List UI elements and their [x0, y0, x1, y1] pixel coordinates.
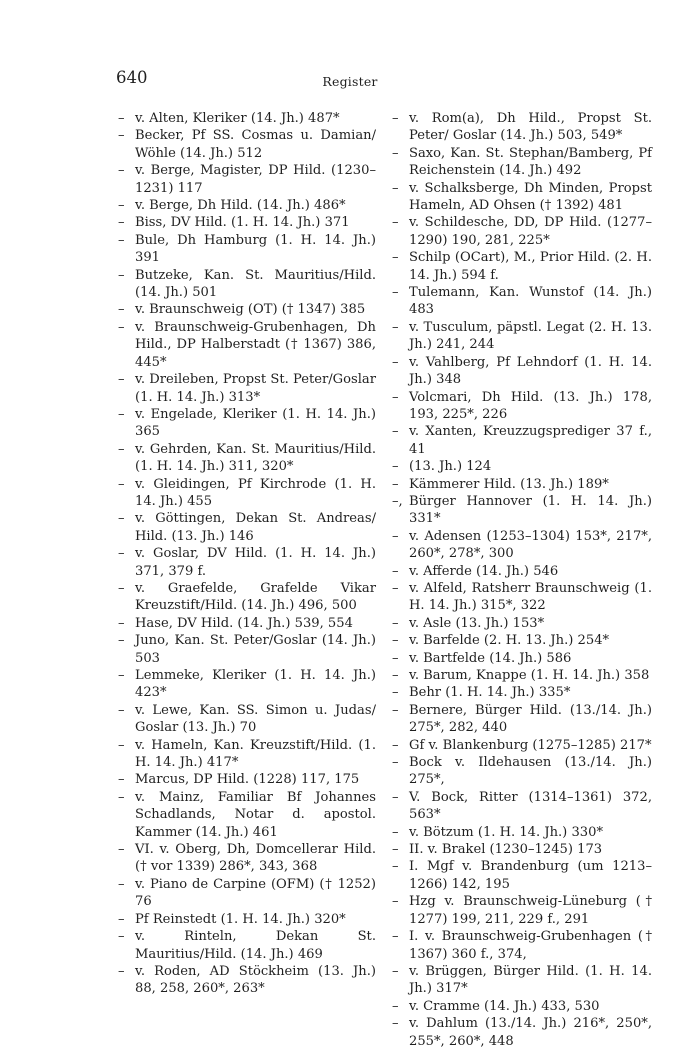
entry-dash: – — [392, 145, 399, 161]
entry-dash: – — [118, 633, 125, 649]
entry-text: v. Tusculum, päpstl. Legat (2. H. 13. Jh.) 241, 244 — [409, 319, 652, 353]
entry-text: v. Berge, Magister, DP Hild. (1230–1231) 117 — [135, 163, 376, 196]
entry-dash: – — [118, 963, 125, 979]
index-entry — [118, 371, 376, 406]
entry-text: Kämmerer Hild. (13. Jh.) 189* — [409, 476, 609, 492]
entry-dash: – — [118, 911, 125, 927]
entry-dash: – — [392, 633, 399, 649]
index-entry — [392, 615, 652, 632]
entry-text: Behr (1. H. 14. Jh.) 335* — [409, 685, 571, 701]
entry-dash: – — [392, 650, 399, 666]
index-entry — [118, 911, 376, 928]
index-entry — [392, 476, 652, 493]
entry-text: v. Alten, Kleriker (14. Jh.) 487* — [135, 111, 340, 126]
entry-dash: – — [392, 528, 399, 544]
entry-dash: – — [392, 354, 399, 370]
entry-text: Schilp (OCart), M., Prior Hild. (2. H. 14. Jh.) 594 f. — [409, 250, 652, 283]
entry-text: v. Gehrden, Kan. St. Mauritius/Hild. (1. H. 14. Jh.) 311, 320* — [135, 441, 376, 475]
index-entry — [118, 667, 376, 702]
entry-dash: – — [392, 215, 399, 231]
entry-dash: – — [392, 668, 399, 683]
entry-text: v. Roden, AD Stöckheim (13. Jh.) 88, 258, 260*, 263* — [135, 963, 376, 997]
entry-text: v. Braunschweig (OT) († 1347) 385 — [135, 302, 366, 318]
entry-dash: – — [392, 389, 399, 405]
index-entry — [392, 824, 652, 841]
entry-dash: – — [118, 737, 125, 753]
entry-text: Becker, Pf SS. Cosmas u. Damian/ Wöhle (14. Jh.) 512 — [135, 128, 376, 161]
entry-text: v. Barfelde (2. H. 13. Jh.) 254* — [409, 633, 610, 649]
index-entry — [118, 632, 376, 667]
entry-dash: – — [118, 789, 125, 805]
index-entry — [118, 789, 376, 841]
entry-dash: – — [118, 198, 125, 214]
entry-dash: – — [392, 580, 399, 596]
entry-dash: – — [118, 215, 125, 231]
entry-dash: – — [118, 302, 125, 318]
entry-text: v. Lewe, Kan. SS. Simon u. Judas/ Goslar (13. Jh.) 70 — [135, 702, 376, 736]
index-entry — [118, 580, 376, 615]
index-entry — [392, 632, 652, 649]
entry-dash: – — [118, 929, 125, 945]
index-entry — [392, 110, 652, 145]
index-column-right — [392, 110, 652, 1050]
entry-text: v. Bartfelde (14. Jh.) 586 — [409, 650, 572, 666]
index-entry — [118, 127, 376, 162]
entry-dash: – — [118, 876, 125, 892]
index-entry — [118, 928, 376, 963]
entry-text: II. v. Brakel (1230–1245) 173 — [409, 842, 603, 858]
index-entry — [392, 145, 652, 180]
index-entry — [118, 197, 376, 214]
entry-text: v. Berge, Dh Hild. (14. Jh.) 486* — [135, 198, 346, 214]
entry-text: v. Engelade, Kleriker (1. H. 14. Jh.) 365 — [135, 406, 376, 440]
index-entry — [392, 493, 652, 528]
index-entry — [392, 702, 652, 737]
entry-dash: – — [118, 772, 125, 788]
entry-text: Marcus, DP Hild. (1228) 117, 175 — [135, 772, 360, 788]
index-entry — [392, 563, 652, 580]
entry-text: Lemmeke, Kleriker (1. H. 14. Jh.) 423* — [135, 668, 376, 701]
index-entry — [118, 737, 376, 772]
entry-text: Hase, DV Hild. (14. Jh.) 539, 554 — [135, 615, 353, 631]
index-entry — [392, 580, 652, 615]
entry-text: I. Mgf v. Brandenburg (um 1213–1266) 142, 195 — [409, 859, 652, 892]
index-entry — [118, 441, 376, 476]
index-entry — [392, 650, 652, 667]
entry-text: I. v. Braunschweig-Grubenhagen († 1367) 360 f., 374, — [409, 929, 652, 962]
index-entry — [392, 389, 652, 424]
index-entry — [392, 737, 652, 754]
entry-text: Tulemann, Kan. Wunstof (14. Jh.) 483 — [409, 285, 652, 318]
entry-text: Bernere, Bürger Hild. (13./14. Jh.) 275*, 282, 440 — [409, 702, 652, 736]
index-entry — [118, 963, 376, 998]
index-entry — [392, 754, 652, 789]
index-entry — [118, 841, 376, 876]
entry-text: v. Afferde (14. Jh.) 546 — [409, 563, 559, 579]
index-entry — [392, 684, 652, 701]
index-entry — [118, 702, 376, 737]
index-entry — [392, 858, 652, 893]
entry-text: v. Adensen (1253–1304) 153*, 217*, 260*, 278*, 300 — [409, 528, 652, 562]
index-entry — [392, 249, 652, 284]
index-entry — [392, 789, 652, 824]
entry-dash: – — [118, 406, 125, 422]
entry-text: v. Hameln, Kan. Kreuzstift/Hild. (1. H. 14. Jh.) 417* — [135, 737, 376, 771]
entry-text: v. Braunschweig-Grubenhagen, Dh Hild., DP Halberstadt († 1367) 386, 445* — [135, 319, 376, 370]
entry-dash: – — [118, 511, 125, 527]
index-entry — [392, 180, 652, 215]
index-entry — [118, 510, 376, 545]
entry-dash: – — [392, 824, 399, 840]
entry-dash: – — [392, 789, 399, 805]
entry-dash: – — [392, 998, 399, 1014]
entry-dash: – — [392, 685, 399, 701]
running-head: Register — [322, 74, 378, 89]
entry-text: V. Bock, Ritter (1314–1361) 372, 563* — [409, 789, 652, 823]
entry-dash: – — [118, 372, 125, 388]
entry-dash: – — [118, 668, 125, 683]
index-entry — [118, 267, 376, 302]
entry-text: v. Schildesche, DD, DP Hild. (1277–1290) 190, 281, 225* — [409, 215, 652, 248]
index-entry — [392, 528, 652, 563]
entry-dash: – — [392, 476, 399, 492]
entry-text: Volcmari, Dh Hild. (13. Jh.) 178, 193, 225*, 226 — [409, 389, 652, 422]
index-column-left — [118, 110, 376, 998]
index-entry — [392, 963, 652, 998]
entry-text: v. Alfeld, Ratsherr Braunschweig (1. H. 14. Jh.) 315*, 322 — [409, 580, 652, 614]
entry-dash: – — [118, 441, 125, 457]
index-entry — [118, 876, 376, 911]
entry-text: v. Asle (13. Jh.) 153* — [409, 615, 545, 631]
entry-text: v. Piano de Carpine (OFM) († 1252) 76 — [135, 876, 376, 910]
entry-dash: – — [392, 842, 399, 858]
entry-text: v. Xanten, Kreuzzugsprediger 37 f., 41 — [409, 424, 652, 457]
index-entry — [392, 214, 652, 249]
entry-text: Saxo, Kan. St. Stephan/Bamberg, Pf Reichenstein (14. Jh.) 492 — [409, 145, 652, 179]
index-entry — [118, 301, 376, 318]
entry-dash: – — [392, 285, 399, 301]
entry-dash: – — [118, 267, 125, 283]
index-entry — [118, 319, 376, 371]
entry-dash: – — [118, 128, 125, 144]
entry-dash: – — [392, 737, 399, 753]
entry-text: Pf Reinstedt (1. H. 14. Jh.) 320* — [135, 911, 346, 927]
entry-dash: – — [392, 111, 399, 126]
index-entry — [118, 406, 376, 441]
entry-text: v. Rinteln, Dekan St. Mauritius/Hild. (14. Jh.) 469 — [135, 929, 376, 962]
entry-dash: – — [392, 894, 399, 910]
entry-text: v. Dahlum (13./14. Jh.) 216*, 250*, 255*, 260*, 448 — [409, 1016, 652, 1049]
entry-text: VI. v. Oberg, Dh, Domcellerar Hild. († vor 1339) 286*, 343, 368 — [135, 842, 376, 875]
entry-text: Butzeke, Kan. St. Mauritius/Hild. (14. Jh.) 501 — [135, 267, 376, 301]
entry-dash: –, — [392, 493, 403, 509]
index-entry — [392, 423, 652, 458]
entry-dash: – — [392, 459, 399, 475]
entry-dash: – — [118, 580, 125, 596]
entry-text: v. Göttingen, Dekan St. Andreas/ Hild. (13. Jh.) 146 — [135, 511, 376, 544]
index-entry — [392, 998, 652, 1015]
index-entry — [392, 667, 652, 684]
entry-dash: – — [392, 424, 399, 440]
entry-dash: – — [392, 929, 399, 945]
index-entry — [118, 214, 376, 231]
entry-dash: – — [392, 615, 399, 631]
entry-text: Biss, DV Hild. (1. H. 14. Jh.) 371 — [135, 215, 350, 231]
index-entry — [118, 232, 376, 267]
entry-dash: – — [118, 111, 125, 126]
entry-dash: – — [392, 859, 399, 875]
index-entry — [118, 771, 376, 788]
entry-text: v. Vahlberg, Pf Lehndorf (1. H. 14. Jh.) 348 — [409, 354, 652, 388]
entry-text: (13. Jh.) 124 — [409, 459, 492, 475]
index-entry — [118, 162, 376, 197]
index-entry — [118, 110, 376, 127]
index-entry — [118, 615, 376, 632]
index-entry — [392, 928, 652, 963]
entry-dash: – — [392, 180, 399, 196]
entry-text: v. Graefelde, Grafelde Vikar Kreuzstift/Hild. (14. Jh.) 496, 500 — [135, 580, 376, 614]
entry-text: v. Rom(a), Dh Hild., Propst St. Peter/ Goslar (14. Jh.) 503, 549* — [409, 111, 652, 144]
entry-text: v. Bötzum (1. H. 14. Jh.) 330* — [409, 824, 603, 840]
entry-text: v. Gleidingen, Pf Kirchrode (1. H. 14. Jh.) 455 — [135, 476, 376, 509]
entry-dash: – — [118, 163, 125, 179]
entry-text: Bule, Dh Hamburg (1. H. 14. Jh.) 391 — [135, 232, 376, 266]
entry-dash: – — [392, 755, 399, 771]
entry-dash: – — [392, 702, 399, 718]
entry-text: Bock v. Ildehausen (13./14. Jh.) 275*, — [409, 755, 652, 788]
entry-text: Bürger Hannover (1. H. 14. Jh.) 331* — [409, 493, 652, 527]
entry-text: Hzg v. Braunschweig-Lüneburg († 1277) 199, 211, 229 f., 291 — [409, 894, 652, 927]
index-entry — [118, 476, 376, 511]
entry-dash: – — [392, 563, 399, 579]
entry-dash: – — [118, 476, 125, 492]
entry-dash: – — [392, 250, 399, 266]
entry-text: v. Dreileben, Propst St. Peter/Goslar (1. H. 14. Jh.) 313* — [135, 372, 376, 405]
index-entry — [392, 1015, 652, 1050]
entry-dash: – — [392, 319, 399, 335]
index-entry — [118, 545, 376, 580]
entry-text: v. Cramme (14. Jh.) 433, 530 — [409, 998, 600, 1014]
entry-text: v. Mainz, Familiar Bf Johannes Schadlands, Notar d. apostol. Kammer (14. Jh.) 461 — [135, 789, 376, 840]
entry-dash: – — [118, 319, 125, 335]
index-entry — [392, 841, 652, 858]
entry-text: v. Goslar, DV Hild. (1. H. 14. Jh.) 371, 379 f. — [135, 546, 376, 579]
entry-dash: – — [118, 702, 125, 718]
entry-dash: – — [392, 1016, 399, 1032]
entry-dash: – — [118, 842, 125, 858]
entry-text: Gf v. Blankenburg (1275–1285) 217* — [409, 737, 652, 753]
entry-dash: – — [118, 615, 125, 631]
index-entry — [392, 458, 652, 475]
page-number: 640 — [116, 68, 148, 87]
entry-dash: – — [118, 232, 125, 248]
entry-text: Juno, Kan. St. Peter/Goslar (14. Jh.) 503 — [135, 633, 376, 666]
entry-text: v. Barum, Knappe (1. H. 14. Jh.) 358 — [409, 668, 650, 683]
entry-dash: – — [118, 546, 125, 562]
index-entry — [392, 893, 652, 928]
index-entry — [392, 319, 652, 354]
index-entry — [392, 284, 652, 319]
entry-dash: – — [392, 963, 399, 979]
entry-text: v. Brüggen, Bürger Hild. (1. H. 14. Jh.) 317* — [409, 963, 652, 997]
index-entry — [392, 354, 652, 389]
entry-text: v. Schalksberge, Dh Minden, Propst Hameln, AD Ohsen († 1392) 481 — [409, 180, 652, 214]
